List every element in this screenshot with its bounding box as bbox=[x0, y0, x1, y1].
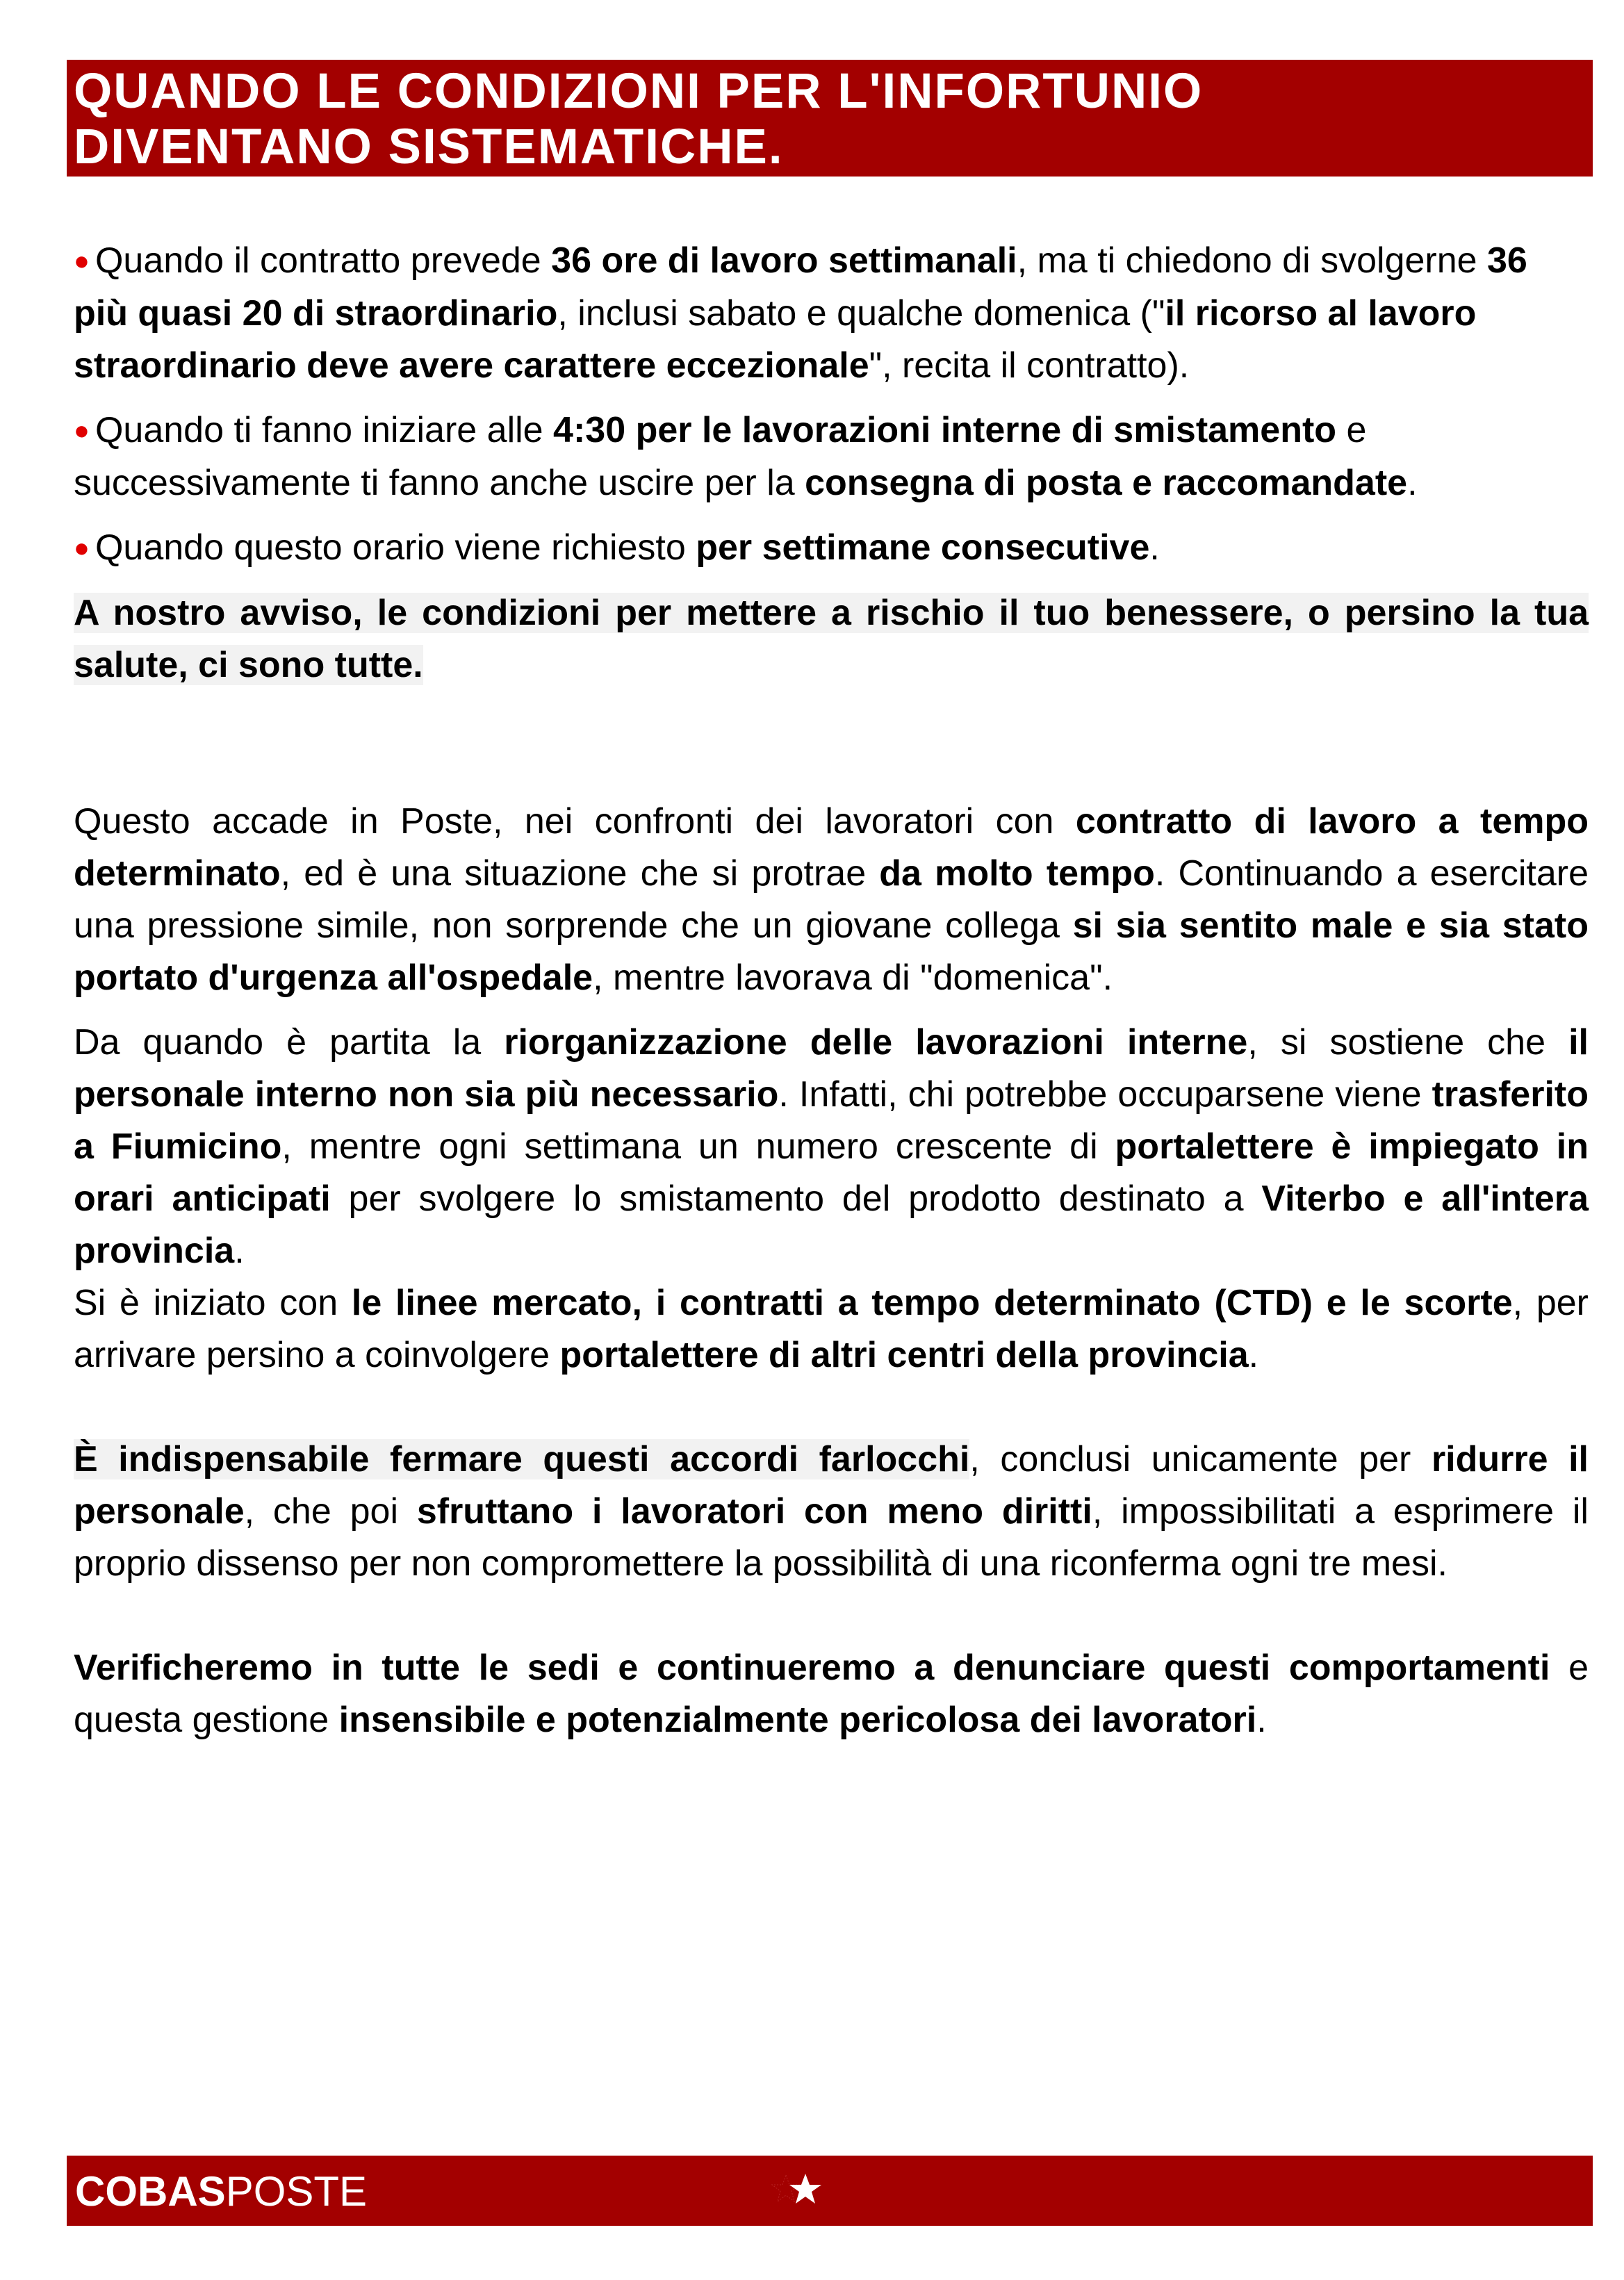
bold-text: le linee mercato, i contratti a tempo determinato (CTD) e le scorte bbox=[351, 1283, 1513, 1323]
text: , ma ti chiedono di svolgerne bbox=[1017, 240, 1488, 281]
text: , inclusi sabato e qualche domenica (" bbox=[557, 293, 1165, 334]
text: . Continuando a esercitare una pressione simile, non sorprende che un giovane collega bbox=[74, 853, 1589, 946]
text: , mentre ogni settimana un numero crescente di bbox=[281, 1126, 1115, 1167]
bullet-item bbox=[74, 522, 1589, 575]
call-to-action-highlight: È indispensabile fermare questi accordi farlocchi bbox=[74, 1439, 970, 1479]
title-line-2: DIVENTANO SISTEMATICHE. bbox=[74, 120, 784, 174]
bold-text: contratto di lavoro a tempo determinato bbox=[74, 801, 1589, 894]
cobasposte-logo bbox=[75, 2170, 367, 2214]
text: Questo accade in Poste, nei confronti dei lavoratori con bbox=[74, 801, 1076, 842]
text: . bbox=[1248, 1335, 1259, 1375]
text: . bbox=[1149, 527, 1160, 568]
bold-text: 36 ore di lavoro settimanali bbox=[551, 240, 1017, 281]
text: per svolgere lo smistamento del prodotto destinato a bbox=[330, 1179, 1262, 1219]
call-to-action bbox=[74, 1434, 1589, 1590]
bullet-dot-icon: ● bbox=[74, 416, 90, 445]
bold-text: consegna di posta e raccomandate bbox=[805, 463, 1408, 503]
bold-text: sfruttano i lavoratori con meno diritti bbox=[416, 1491, 1092, 1532]
logo-light-part: POSTE bbox=[225, 2168, 368, 2215]
star-icon bbox=[762, 2170, 838, 2211]
footer-banner bbox=[67, 2156, 1593, 2226]
text: Quando questo orario viene richiesto bbox=[95, 527, 696, 568]
text: . bbox=[234, 1231, 245, 1271]
text: . Infatti, chi potrebbe occuparsene viene bbox=[778, 1074, 1432, 1115]
logo-bold-part: COBAS bbox=[75, 2168, 226, 2215]
bold-text: da molto tempo bbox=[879, 853, 1155, 894]
bullet-dot-icon: ● bbox=[74, 534, 90, 563]
title-line-1: QUANDO LE CONDIZIONI PER L'INFORTUNIO bbox=[74, 64, 1204, 119]
bold-text: Verificheremo in tutte le sedi e continueremo a denunciare questi comportamenti bbox=[74, 1648, 1550, 1688]
bold-text: Viterbo e all'intera provincia bbox=[74, 1179, 1589, 1271]
text: Da quando è partita la bbox=[74, 1022, 505, 1063]
bold-text: il ricorso al lavoro straordinario deve avere carattere eccezionale bbox=[74, 293, 1477, 386]
text: . bbox=[1256, 1700, 1267, 1740]
text: , si sostiene che bbox=[1247, 1022, 1569, 1063]
bullet-item bbox=[74, 235, 1589, 392]
text: , che poi bbox=[244, 1491, 417, 1532]
text: e questa gestione bbox=[74, 1648, 1589, 1740]
text: Quando ti fanno iniziare alle bbox=[95, 410, 554, 450]
text: , impossibilitati a esprimere il proprio dissenso per non compromettere la possibilità di una riconferma ogni tre mesi. bbox=[74, 1491, 1589, 1584]
highlight-statement bbox=[74, 587, 1589, 691]
text: ", recita il contratto). bbox=[869, 345, 1190, 386]
text: . bbox=[1407, 463, 1418, 503]
text: , ed è una situazione che si protrae bbox=[280, 853, 880, 894]
text: Si è iniziato con bbox=[74, 1283, 352, 1323]
bold-text: portalettere è impiegato in orari anticipati bbox=[74, 1126, 1589, 1219]
text: , conclusi unicamente per bbox=[969, 1439, 1432, 1479]
bold-text: insensibile e potenzialmente pericolosa dei lavoratori bbox=[338, 1700, 1257, 1740]
closing-statement bbox=[74, 1642, 1589, 1746]
document-body bbox=[74, 235, 1589, 1746]
text: e successivamente ti fanno anche uscire per la bbox=[74, 410, 1367, 503]
paragraph bbox=[74, 1277, 1589, 1381]
bold-text: 36 più quasi 20 di straordinario bbox=[74, 240, 1527, 334]
bold-text: trasferito a Fiumicino bbox=[74, 1074, 1589, 1167]
bold-text: riorganizzazione delle lavorazioni interne bbox=[504, 1022, 1248, 1063]
bold-text: si sia sentito male e sia stato portato d'urgenza all'ospedale bbox=[74, 905, 1589, 998]
bold-text: 4:30 per le lavorazioni interne di smistamento bbox=[553, 410, 1337, 450]
bold-text: ridurre il personale bbox=[74, 1439, 1589, 1532]
bold-text: per settimane consecutive bbox=[696, 527, 1150, 568]
text: Quando il contratto prevede bbox=[95, 240, 552, 281]
paragraph bbox=[74, 796, 1589, 1004]
bullet-dot-icon: ● bbox=[74, 247, 90, 276]
bold-text: portalettere di altri centri della provincia bbox=[559, 1335, 1249, 1375]
text: , mentre lavorava di "domenica". bbox=[593, 958, 1113, 998]
text: , per arrivare persino a coinvolgere bbox=[74, 1283, 1589, 1375]
title-banner bbox=[67, 60, 1593, 177]
highlight-text: A nostro avviso, le condizioni per mettere a rischio il tuo benessere, o persino la tua salute, ci sono tutte. bbox=[74, 593, 1589, 685]
bullet-item bbox=[74, 404, 1589, 509]
paragraph bbox=[74, 1017, 1589, 1277]
bold-text: il personale interno non sia più necessario bbox=[74, 1022, 1589, 1115]
